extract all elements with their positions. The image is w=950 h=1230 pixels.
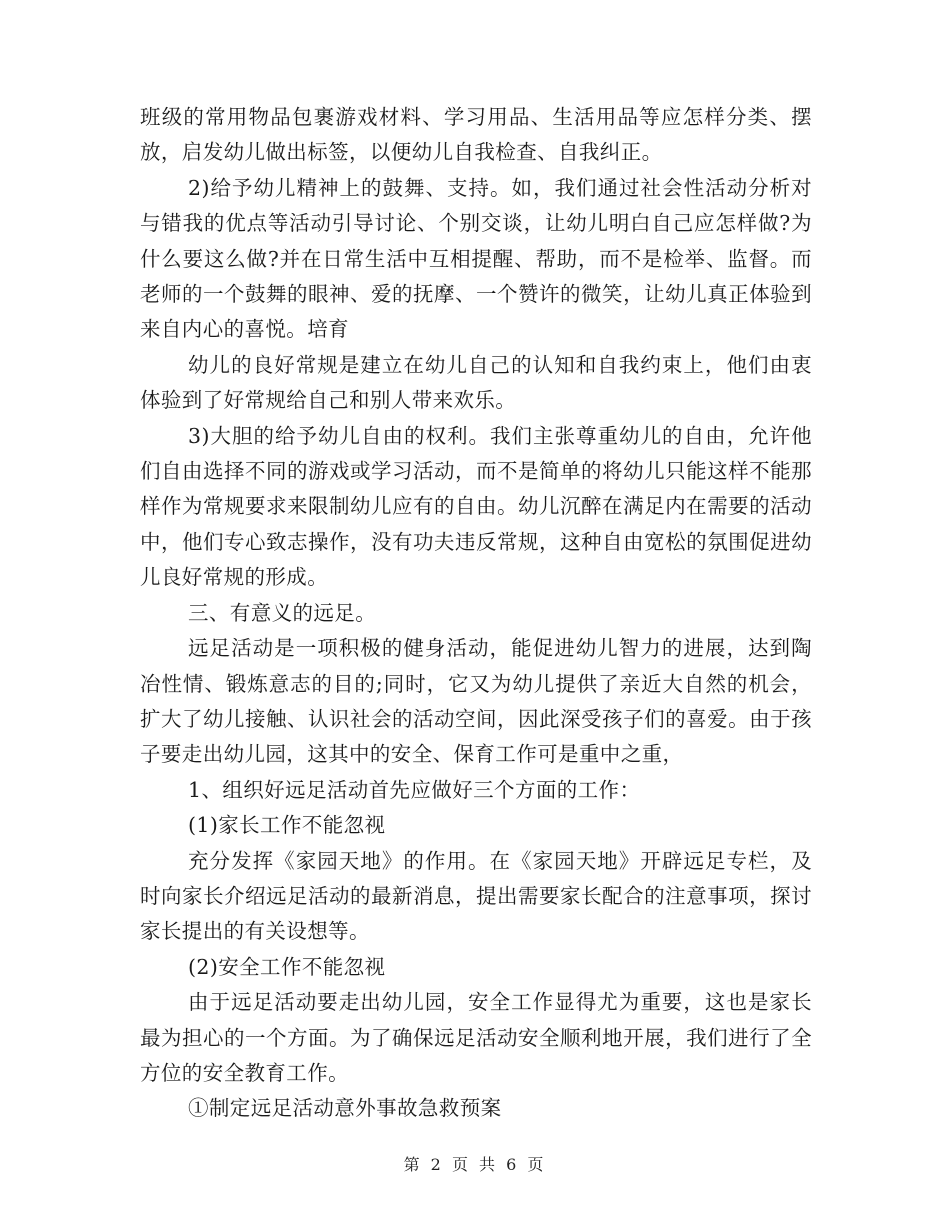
list-heading: 1、组织好远足活动首先应做好三个方面的工作： [188, 777, 641, 802]
paragraph: 充分发挥《家园天地》的作用。在《家园天地》开辟远足专栏，及时向家长介绍远足活动的最新消息，提出需要家长配合的注意事项，探讨家长提出的有关设想等。 [140, 848, 812, 944]
section-heading: 三、有意义的远足。 [188, 600, 377, 625]
paragraph: 3)大胆的给予幼儿自由的权利。我们主张尊重幼儿的自由，允许他们自由选择不同的游戏或学习活动，而不是简单的将幼儿只能这样不能那样作为常规要求来限制幼儿应有的自由。幼儿沉醉在满足内在需要的活动中，他们专心致志操作，没有功夫违反常规，这种自由宽松的氛围促进幼儿良好常规的形成。 [140, 423, 812, 590]
paragraph: 2)给予幼儿精神上的鼓舞、支持。如，我们通过社会性活动分析对与错我的优点等活动引导讨论、个别交谈，让幼儿明白自己应怎样做?为什么要这么做?并在日常生活中互相提醒、帮助，而不是检举、监督。而老师的一个鼓舞的眼神、爱的抚摩、一个赞许的微笑，让幼儿真正体验到来自内心的喜悦。培育 [140, 175, 812, 342]
document-body [140, 100, 812, 1127]
paragraph: 幼儿的良好常规是建立在幼儿自己的认知和自我约束上，他们由衷体验到了好常规给自己和别人带来欢乐。 [140, 352, 812, 413]
paragraph: 远足活动是一项积极的健身活动，能促进幼儿智力的进展，达到陶冶性情、锻炼意志的目的;同时，它又为幼儿提供了亲近大自然的机会，扩大了幼儿接触、认识社会的活动空间，因此深受孩子们的喜爱。由于孩子要走出幼儿园，这其中的安全、保育工作可是重中之重， [140, 636, 812, 767]
subheading: (1)家长工作不能忽视 [188, 813, 386, 838]
paragraph: 班级的常用物品包裹游戏材料、学习用品、生活用品等应怎样分类、摆放，启发幼儿做出标签，以便幼儿自我检查、自我纠正。 [140, 105, 812, 165]
subheading: (2)安全工作不能忽视 [188, 954, 386, 979]
list-item: ①制定远足活动意外事故急救预案 [188, 1096, 502, 1121]
page-number: 第 2 页 共 6 页 [403, 1155, 547, 1174]
paragraph: 由于远足活动要走出幼儿园，安全工作显得尤为重要，这也是家长最为担心的一个方面。为了确保远足活动安全顺利地开展，我们进行了全方位的安全教育工作。 [140, 990, 812, 1085]
